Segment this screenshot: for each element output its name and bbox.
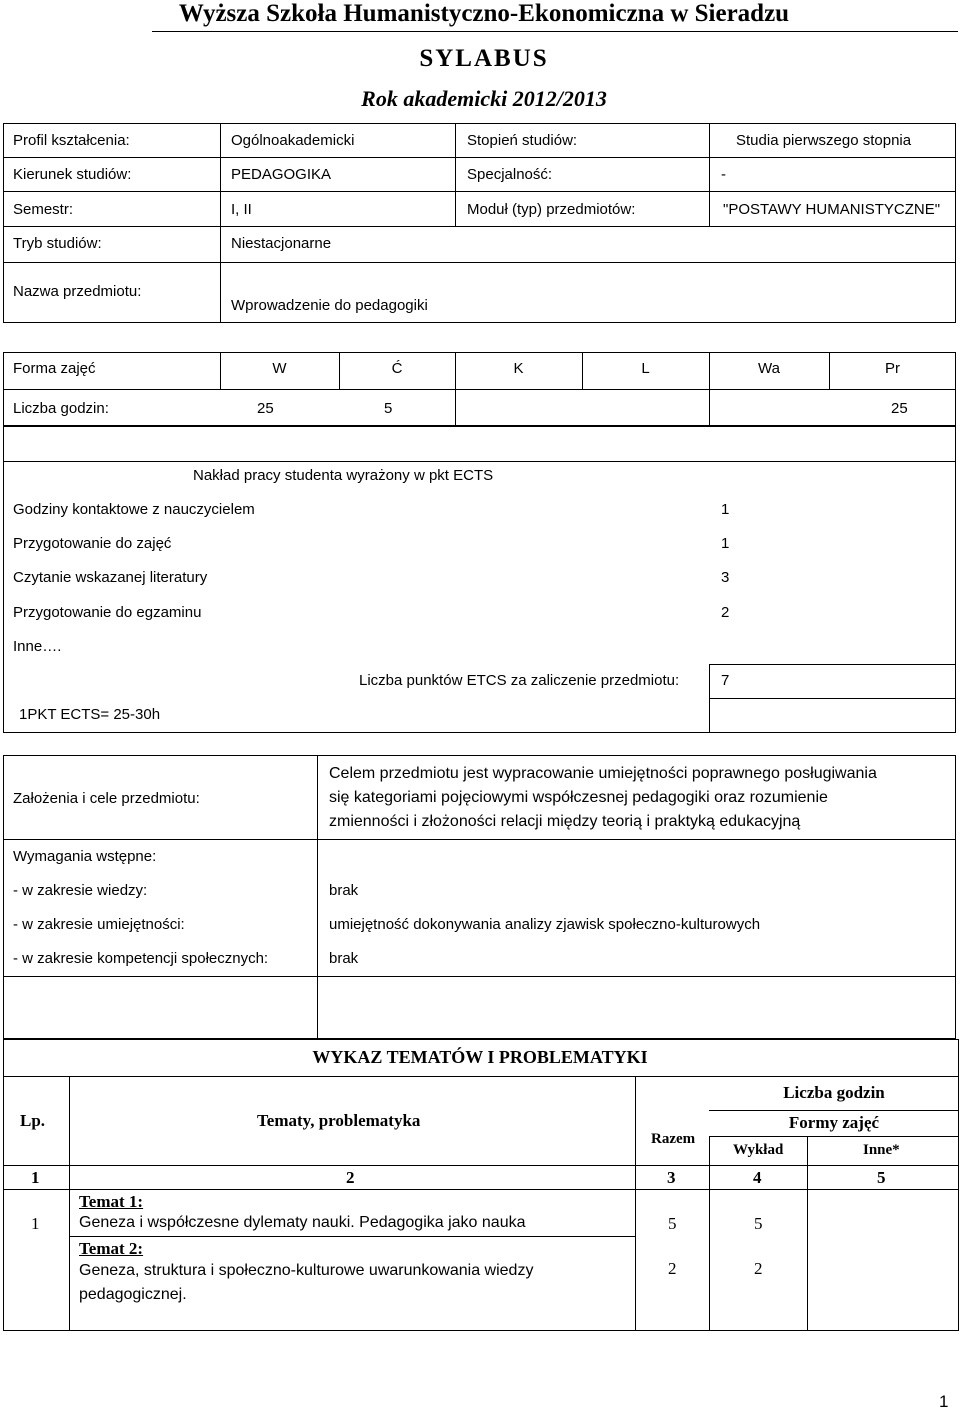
requirements-label: Wymagania wstępne: <box>13 848 157 865</box>
topic-razem: 2 <box>668 1259 677 1278</box>
modul-value: "POSTAWY HUMANISTYCZNE" <box>723 201 941 218</box>
kierunek-label: Kierunek studiów: <box>13 166 132 183</box>
topic-wyklad: 2 <box>754 1259 763 1278</box>
ects-row-label: Przygotowanie do egzaminu <box>13 604 202 621</box>
tryb-value: Niestacjonarne <box>231 235 332 252</box>
hours-c: 5 <box>384 400 393 417</box>
ects-row-value: 2 <box>721 604 730 621</box>
col-lp: Lp. <box>20 1111 46 1130</box>
stopien-value: Studia pierwszego stopnia <box>736 132 912 149</box>
ects-title: Nakład pracy studenta wyrażony w pkt ECTS <box>193 467 494 484</box>
form-header-pr: Pr <box>885 360 900 377</box>
topic-line: pedagogicznej. <box>79 1286 187 1303</box>
profil-label: Profil kształcenia: <box>13 132 130 149</box>
info-table <box>3 123 956 323</box>
col-number: 2 <box>346 1168 355 1187</box>
kompetencje-value: brak <box>329 950 359 967</box>
nazwa-value: Wprowadzenie do pedagogiki <box>231 297 428 314</box>
topic-heading: Temat 1: <box>79 1192 144 1211</box>
topic-line: Geneza, struktura i społeczno-kulturowe uwarunkowania wiedzy <box>79 1262 534 1279</box>
col-razem: Razem <box>651 1131 696 1147</box>
wiedza-label: - w zakresie wiedzy: <box>13 882 148 899</box>
ects-total-value: 7 <box>721 672 730 689</box>
ects-row-value: 1 <box>721 501 730 518</box>
col-topics: Tematy, problematyka <box>257 1111 421 1130</box>
specjalnosc-label: Specjalność: <box>467 166 553 183</box>
academic-year: Rok akademicki 2012/2013 <box>361 86 607 111</box>
ects-row-label: Przygotowanie do zajęć <box>13 535 172 552</box>
col-number: 1 <box>31 1168 40 1187</box>
wiedza-value: brak <box>329 882 359 899</box>
school-name: Wyższa Szkoła Humanistyczno-Ekonomiczna w Sieradzu <box>178 0 790 27</box>
header-rule <box>152 31 958 32</box>
topic-heading: Temat 2: <box>79 1239 144 1258</box>
topic-wyklad: 5 <box>754 1214 763 1233</box>
col-hours: Liczba godzin <box>783 1083 885 1102</box>
col-forms: Formy zajęć <box>788 1113 880 1132</box>
ects-row-value: 3 <box>721 569 730 586</box>
semestr-value: I, II <box>231 201 252 218</box>
page-number: 1 <box>939 1392 949 1411</box>
topic-lp: 1 <box>31 1214 40 1233</box>
umiejetnosci-value: umiejętność dokonywania analizy zjawisk społeczno-kulturowych <box>329 916 761 933</box>
modul-label: Moduł (typ) przedmiotów: <box>467 201 636 218</box>
semestr-label: Semestr: <box>13 201 74 218</box>
col-inne: Inne* <box>863 1142 900 1158</box>
stopien-label: Stopień studiów: <box>467 132 578 149</box>
profil-value: Ogólnoakademicki <box>231 132 355 149</box>
topic-line: Geneza i współczesne dylematy nauki. Pedagogika jako nauka <box>79 1214 526 1231</box>
ects-row-value: 1 <box>721 535 730 552</box>
topic-razem: 5 <box>668 1214 677 1233</box>
hours-label: Liczba godzin: <box>13 400 109 417</box>
topics-title: WYKAZ TEMATÓW I PROBLEMATYKI <box>312 1047 648 1067</box>
kompetencje-label: - w zakresie kompetencji społecznych: <box>13 950 269 967</box>
form-header-w: W <box>272 360 287 377</box>
ects-total-label: Liczba punktów ETCS za zaliczenie przedmiotu: <box>359 672 680 689</box>
ects-row-label: Czytanie wskazanej literatury <box>13 569 208 586</box>
nazwa-label: Nazwa przedmiotu: <box>13 283 142 300</box>
form-header-k: K <box>513 360 524 377</box>
form-header-wa: Wa <box>758 360 780 377</box>
goals-line: zmienności i złożoności relacji między teorią i praktyką edukacyjną <box>329 813 801 830</box>
ects-row-label: Inne…. <box>13 638 62 655</box>
goals-label: Założenia i cele przedmiotu: <box>13 790 200 807</box>
goals-line: Celem przedmiotu jest wypracowanie umiejętności poprawnego posługiwania <box>329 765 877 782</box>
kierunek-value: PEDAGOGIKA <box>231 166 332 183</box>
document-title: SYLABUS <box>419 45 549 72</box>
tryb-label: Tryb studiów: <box>13 235 102 252</box>
col-number: 5 <box>877 1168 886 1187</box>
col-wyklad: Wykład <box>733 1142 784 1158</box>
ects-row-label: Godziny kontaktowe z nauczycielem <box>13 501 255 518</box>
ects-note: 1PKT ECTS= 25-30h <box>19 706 161 723</box>
hours-pr: 25 <box>891 400 908 417</box>
form-header-l: L <box>641 360 650 377</box>
goals-line: się kategoriami pojęciowymi współczesnej pedagogiki oraz rozumienie <box>329 789 828 806</box>
specjalnosc-value: - <box>721 166 726 183</box>
col-number: 4 <box>753 1168 762 1187</box>
form-header-c: Ć <box>391 360 403 377</box>
umiejetnosci-label: - w zakresie umiejętności: <box>13 916 185 933</box>
forma-label: Forma zajęć <box>13 360 96 377</box>
col-number: 3 <box>667 1168 676 1187</box>
hours-w: 25 <box>257 400 274 417</box>
